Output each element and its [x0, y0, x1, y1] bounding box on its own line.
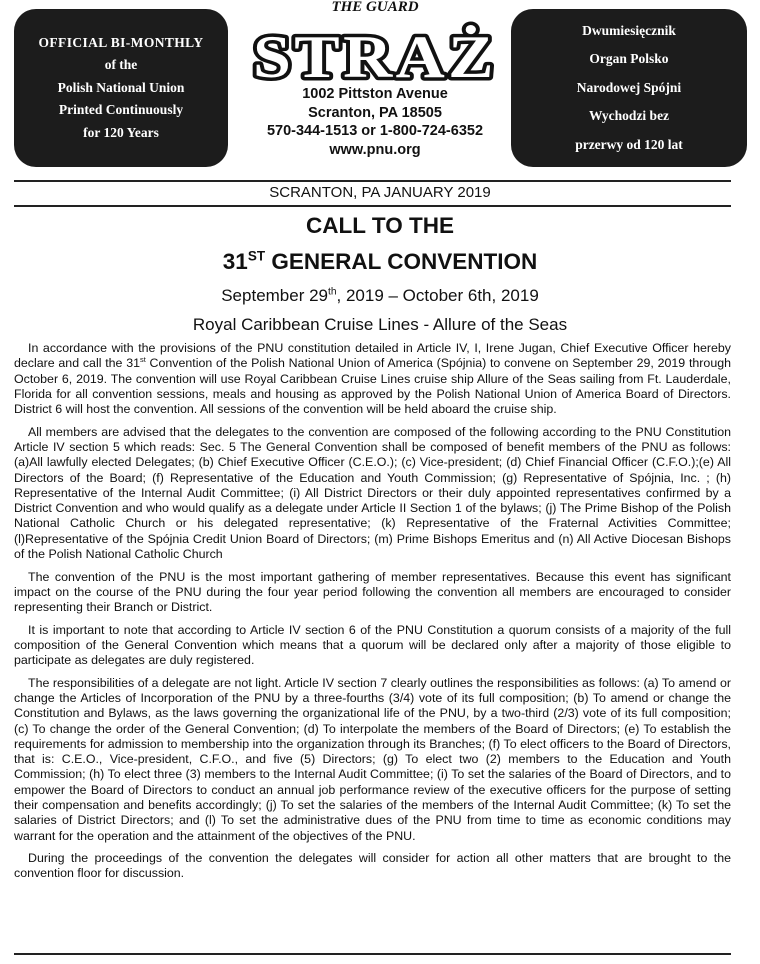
- english-info-box: [14, 9, 228, 167]
- paragraph-text: In accordance with the provisions of the PNU constitution detailed in Article IV, I, Irene Jugan, Chief Executive Officer hereby declare and call the 31: [14, 341, 731, 371]
- info-line: Dwumiesięcznik: [582, 22, 676, 38]
- ordinal-suffix: st: [140, 355, 146, 365]
- info-line: przerwy od 120 lat: [575, 136, 683, 152]
- venue: Royal Caribbean Cruise Lines - Allure of the Seas: [192, 315, 568, 334]
- logo-text: STRAŻ: [253, 24, 497, 83]
- paragraph: [14, 341, 731, 417]
- article-body: [14, 341, 731, 889]
- paragraph: All members are advised that the delegates to the convention are composed of the following according to the PNU Constitution Article IV section 5 which reads: Sec. 5 The General Convention shall be composed of benefit members of the PNU as follows: (a)All lawfully elected Delegates; (b) Chief Executive Officer (C.E.O.); (c) Vice-president; (d) Chief Financial Officer (C.F.O.);(e) All Directors of the Board; (f) Representative of the Education and Youth Commission; (g) Representative of Spójnia, Inc. ; (h) Representative of the Internal Audit Committee; (i) All District Directors or their duly appointed representatives confirmed by a District Convention and who would qualify as a delegate under Article II Section 1 of the bylaws; (j) The Prime Bishop of the Polish National Catholic Church or his delegated representative; (k) Representative of the Fraternal Activities Committee; (l)Representative of the Spójnia Credit Union Board of Directors; (m) Prime Bishops Emeritus and (n) All Active Diocesan Bishops of the Polish National Catholic Church: [14, 424, 731, 562]
- paragraph: During the proceedings of the convention the delegates will consider for action all other matters that are brought to the convention floor for discussion.: [14, 851, 731, 881]
- start-date: September 29: [221, 286, 329, 305]
- header-rule: [14, 180, 731, 182]
- headline-text: GENERAL CONVENTION: [265, 249, 538, 274]
- address-line: 1002 Pittston Avenue: [302, 86, 448, 102]
- masthead-address: [244, 85, 506, 159]
- paragraph: The responsibilities of a delegate are not light. Article IV section 7 clearly outlines the responsibilities as follows: (a) To amend or change the Articles of Incorporation of the PNU by a three-fourths (3/4) vote of its full composition; (b) To amend or change the Constitution and Bylaws, as the laws governing the organizational life of the PNU, by a two-third (2/3) vote of its full composition; (c) To change the order of the General Convention; (d) To interpolate the members of the Board of Directors; (e) To establish the requirements for admission to membership into the organization through its Branches; (f) To elect officers to the Board of Directors, that is: C.E.O., Vice-president, C.F.O., and five (5) Directors; (g) To elect two (2) members to the Education and Youth Commission; (h) To elect three (3) members to the Internal Audit Committee; (i) To set the salaries of the Board of Directors, and to empower the Board of Directors to conduct an annual job performance review of the executive officers for the purpose of setting their compensation and benefits accordingly; (j) To set the salaries of the members of the Internal Audit Committee; (k) To set the salaries of District Directors; and (l) To set the administrative dues of the PNU from time to time as economic conditions may warrant for the operation and the attainment of the objectives of the PNU.: [14, 675, 731, 843]
- info-line: Organ Polsko: [589, 51, 669, 67]
- masthead: [244, 0, 506, 159]
- convention-number: 31: [222, 249, 248, 274]
- info-line: of the: [104, 57, 138, 73]
- paragraph-text: Convention of the Polish National Union of America (Spójnia) to convene on September 29, 2019 through October 6, 2019. The convention will use Royal Caribbean Cruise Lines cruise ship Allure of the Seas sailing from Ft. Lauderdale, Florida for all convention sessions, meals and housing as approved by the Polish National Union of America Board of Directors. District 6 will host the convention. All sessions of the convention will be held aboard the cruise ship.: [14, 356, 731, 417]
- info-line: Polish National Union: [57, 79, 185, 95]
- address-line: Scranton, PA 18505: [308, 104, 442, 121]
- website-line: www.pnu.org: [329, 141, 421, 158]
- straz-logo: [250, 17, 500, 83]
- headline-line-2: [0, 249, 760, 275]
- info-line: for 120 Years: [83, 124, 159, 140]
- info-line: OFFICIAL BI-MONTHLY: [38, 34, 204, 50]
- ordinal-suffix: ST: [247, 248, 266, 264]
- polish-info-box: [511, 9, 747, 167]
- dateline-rule: [14, 205, 731, 207]
- headline-line-1: CALL TO THE: [306, 213, 454, 238]
- info-line: Wychodzi bez: [588, 108, 670, 124]
- info-line: Narodowej Spójni: [576, 79, 682, 95]
- paragraph: The convention of the PNU is the most important gathering of member representatives. Because this event has significant impact on the course of the PNU during the four year period following the convention all members are encouraged to consider representing their Branch or District.: [14, 569, 731, 615]
- convention-dates: [0, 286, 760, 306]
- footer-rule: [14, 953, 731, 955]
- paragraph: It is important to note that according to Article IV section 6 of the PNU Constitution a quorum consists of a majority of the full composition of the General Convention which means that a quorum will be declared only after a majority of those eligible to participate as delegates are duly registered.: [14, 622, 731, 668]
- ordinal-suffix: th: [328, 286, 337, 298]
- dateline: SCRANTON, PA JANUARY 2019: [269, 184, 491, 201]
- masthead-english-title: THE GUARD: [331, 0, 419, 15]
- info-line: Printed Continuously: [58, 102, 184, 118]
- phone-line: 570-344-1513 or 1-800-724-6352: [266, 123, 484, 139]
- date-range-rest: , 2019 – October 6th, 2019: [336, 286, 539, 305]
